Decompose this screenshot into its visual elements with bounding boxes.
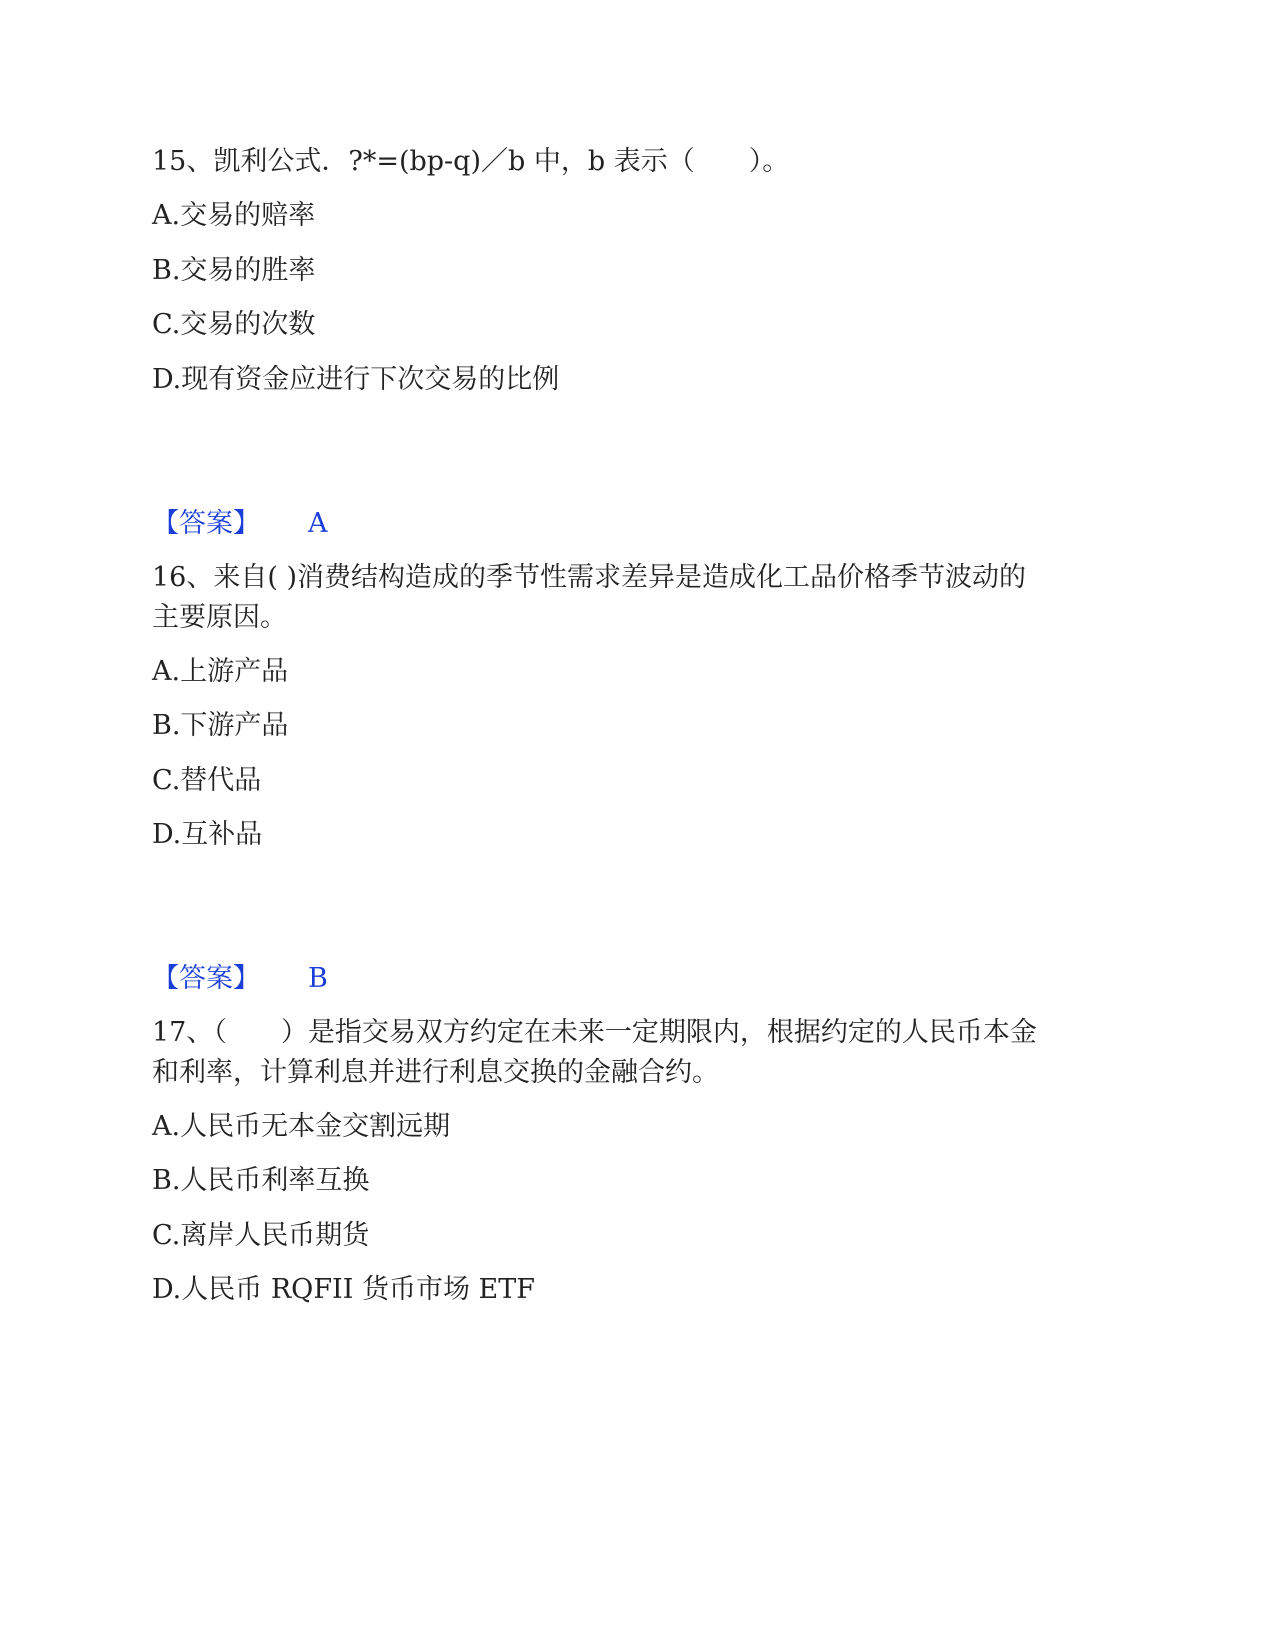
- question-17-option-a: A.人民币无本金交割远期: [152, 1111, 451, 1142]
- answer-tag: 【答案】: [152, 963, 260, 994]
- question-15-option-b: B.交易的胜率: [152, 255, 316, 286]
- question-15-option-a: A.交易的赔率: [152, 200, 316, 231]
- question-15-stem: 15、凯利公式．?*=(bp-q)／b 中，b 表示（ ）。: [152, 146, 790, 177]
- answer-15: [152, 504, 328, 544]
- question-16-stem-line-2: 主要原因。: [152, 602, 287, 633]
- answer-value: A: [308, 508, 328, 539]
- question-16-option-a: A.上游产品: [152, 656, 289, 687]
- answer-16: [152, 959, 328, 999]
- question-15-option-d: D.现有资金应进行下次交易的比例: [152, 364, 560, 395]
- question-16-stem-line-1: 16、来自( )消费结构造成的季节性需求差异是造成化工品价格季节波动的: [152, 562, 1027, 593]
- question-16-option-b: B.下游产品: [152, 710, 289, 741]
- answer-value: B: [308, 963, 328, 994]
- question-17-stem-line-1: 17、（ ）是指交易双方约定在未来一定期限内，根据约定的人民币本金: [152, 1017, 1037, 1048]
- question-16-option-c: C.替代品: [152, 765, 262, 796]
- question-17-option-c: C.离岸人民币期货: [152, 1220, 370, 1251]
- question-17-option-b: B.人民币利率互换: [152, 1165, 370, 1196]
- question-17-option-d: D.人民币 RQFII 货币市场 ETF: [152, 1274, 535, 1305]
- answer-tag: 【答案】: [152, 508, 260, 539]
- question-16-option-d: D.互补品: [152, 819, 263, 850]
- question-17-stem-line-2: 和利率，计算利息并进行利息交换的金融合约。: [152, 1057, 719, 1088]
- question-15-option-c: C.交易的次数: [152, 309, 316, 340]
